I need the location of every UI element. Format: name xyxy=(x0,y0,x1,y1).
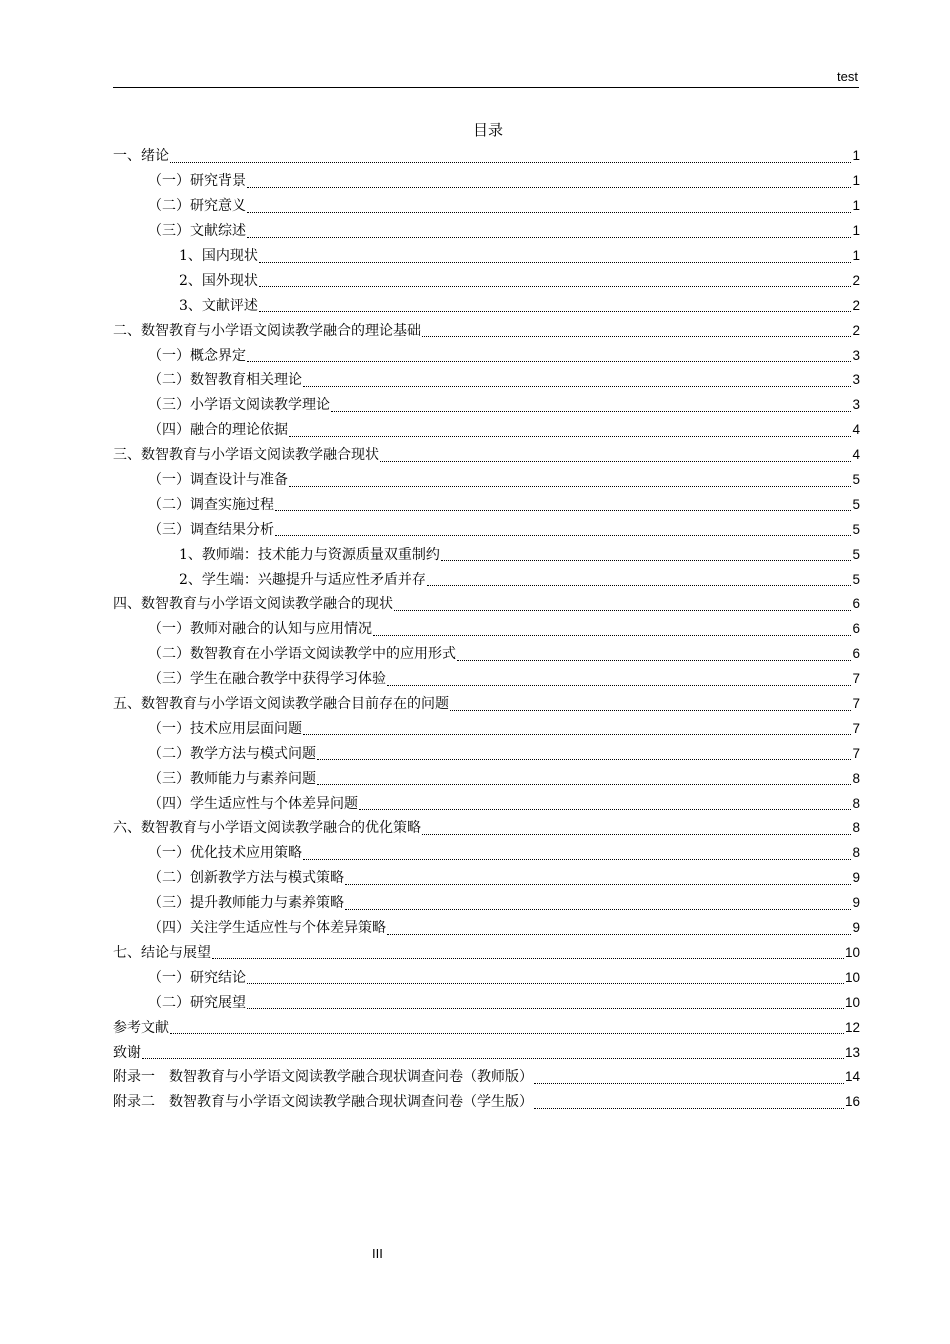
toc-entry-label: （三）教师能力与素养问题 xyxy=(148,770,316,787)
toc-dot-leader xyxy=(331,411,851,412)
toc-entry-page-number: 3 xyxy=(852,397,860,413)
toc-entry-label: （四）融合的理论依据 xyxy=(148,422,288,439)
toc-entry-label: （三）提升教师能力与素养策略 xyxy=(148,895,344,912)
toc-entry-page-number: 4 xyxy=(852,422,860,438)
toc-dot-leader xyxy=(394,610,851,611)
toc-entry-label: 附录一 数智教育与小学语文阅读教学融合现状调查问卷（教师版） xyxy=(113,1069,533,1086)
toc-dot-leader xyxy=(170,1033,844,1034)
toc-entry-page-number: 16 xyxy=(844,1094,860,1110)
toc-entry-label: （四）关注学生适应性与个体差异策略 xyxy=(148,920,386,937)
toc-entry-label: 三、数智教育与小学语文阅读教学融合现状 xyxy=(113,447,379,464)
toc-entry-label: 二、数智教育与小学语文阅读教学融合的理论基础 xyxy=(113,322,421,339)
toc-entry[interactable] xyxy=(113,692,860,717)
toc-dot-leader xyxy=(380,461,851,462)
toc-entry-page-number: 8 xyxy=(852,820,860,836)
toc-dot-leader xyxy=(457,660,851,661)
toc-entry-page-number: 3 xyxy=(852,347,860,363)
toc-entry-label: （一）概念界定 xyxy=(148,347,246,364)
toc-entry[interactable] xyxy=(113,891,860,916)
toc-entry-page-number: 7 xyxy=(852,671,860,687)
toc-entry-page-number: 5 xyxy=(852,472,860,488)
toc-dot-leader xyxy=(303,734,851,735)
toc-entry[interactable] xyxy=(113,219,860,244)
toc-entry[interactable] xyxy=(113,517,860,542)
toc-entry-page-number: 5 xyxy=(852,546,860,562)
toc-dot-leader xyxy=(170,162,851,163)
toc-entry[interactable] xyxy=(113,368,860,393)
toc-entry-page-number: 5 xyxy=(852,496,860,512)
toc-entry-label: （三）调查结果分析 xyxy=(148,521,274,538)
toc-entry-label: 2、国外现状 xyxy=(179,272,258,289)
toc-entry-page-number: 1 xyxy=(852,148,860,164)
toc-dot-leader xyxy=(359,809,851,810)
toc-entry-page-number: 7 xyxy=(852,720,860,736)
toc-dot-leader xyxy=(259,311,852,312)
toc-entry-label: 2、学生端：兴趣提升与适应性矛盾并存 xyxy=(179,571,426,588)
footer-page-number: III xyxy=(372,1246,383,1261)
toc-entry-label: 一、绪论 xyxy=(113,148,169,165)
toc-entry-page-number: 6 xyxy=(852,621,860,637)
toc-entry[interactable] xyxy=(113,268,860,293)
toc-entry-page-number: 5 xyxy=(852,571,860,587)
toc-entry[interactable] xyxy=(113,741,860,766)
toc-entry[interactable] xyxy=(113,468,860,493)
toc-entry[interactable] xyxy=(113,194,860,219)
toc-entry-label: 六、数智教育与小学语文阅读教学融合的优化策略 xyxy=(113,820,421,837)
toc-dot-leader xyxy=(259,262,852,263)
toc-entry[interactable] xyxy=(113,318,860,343)
toc-entry-label: 四、数智教育与小学语文阅读教学融合的现状 xyxy=(113,596,393,613)
toc-entry[interactable] xyxy=(113,244,860,269)
toc-entry-page-number: 8 xyxy=(852,795,860,811)
toc-entry-label: （二）教学方法与模式问题 xyxy=(148,745,316,762)
toc-entry-label: （一）研究背景 xyxy=(148,173,246,190)
toc-entry-label: 五、数智教育与小学语文阅读教学融合目前存在的问题 xyxy=(113,696,449,713)
toc-dot-leader xyxy=(259,286,852,287)
toc-entry-label: 七、结论与展望 xyxy=(113,944,211,961)
toc-entry[interactable] xyxy=(113,916,860,941)
toc-entry[interactable] xyxy=(113,716,860,741)
toc-entry-label: （一）优化技术应用策略 xyxy=(148,845,302,862)
toc-entry-label: 1、教师端：技术能力与资源质量双重制约 xyxy=(179,546,440,563)
toc-entry-label: （一）技术应用层面问题 xyxy=(148,720,302,737)
toc-dot-leader xyxy=(534,1083,844,1084)
toc-entry[interactable] xyxy=(113,990,860,1015)
toc-dot-leader xyxy=(247,187,851,188)
toc-dot-leader xyxy=(387,685,851,686)
toc-entry-page-number: 8 xyxy=(852,770,860,786)
toc-entry-label: （二）调查实施过程 xyxy=(148,496,274,513)
toc-dot-leader xyxy=(289,486,851,487)
toc-dot-leader xyxy=(275,510,851,511)
toc-entry[interactable] xyxy=(113,169,860,194)
toc-entry-label: （二）数智教育在小学语文阅读教学中的应用形式 xyxy=(148,646,456,663)
toc-entry-page-number: 6 xyxy=(852,596,860,612)
toc-entry[interactable] xyxy=(113,343,860,368)
toc-entry-page-number: 5 xyxy=(852,521,860,537)
toc-entry[interactable] xyxy=(113,393,860,418)
toc-entry-label: 参考文献 xyxy=(113,1019,169,1036)
toc-entry-page-number: 13 xyxy=(844,1044,860,1060)
toc-entry-page-number: 9 xyxy=(852,920,860,936)
toc-entry-page-number: 14 xyxy=(844,1069,860,1085)
toc-entry[interactable] xyxy=(113,418,860,443)
toc-entry[interactable] xyxy=(113,965,860,990)
toc-dot-leader xyxy=(142,1058,844,1059)
toc-entry-page-number: 4 xyxy=(852,447,860,463)
toc-dot-leader xyxy=(373,635,851,636)
toc-dot-leader xyxy=(317,759,851,760)
toc-entry-page-number: 10 xyxy=(844,944,860,960)
toc-dot-leader xyxy=(247,1008,844,1009)
toc-entry[interactable] xyxy=(113,293,860,318)
toc-entry-label: （三）文献综述 xyxy=(148,223,246,240)
toc-dot-leader xyxy=(247,237,851,238)
toc-entry-page-number: 9 xyxy=(852,895,860,911)
toc-entry-label: （二）研究展望 xyxy=(148,994,246,1011)
toc-entry[interactable] xyxy=(113,866,860,891)
toc-entry-label: 致谢 xyxy=(113,1044,141,1061)
toc-dot-leader xyxy=(247,212,851,213)
toc-entry[interactable] xyxy=(113,791,860,816)
toc-entry-label: 1、国内现状 xyxy=(179,248,258,264)
toc-entry-page-number: 6 xyxy=(852,646,860,662)
toc-entry-page-number: 7 xyxy=(852,745,860,761)
toc-entry[interactable] xyxy=(113,567,860,592)
toc-entry[interactable] xyxy=(113,941,860,966)
toc-entry[interactable] xyxy=(113,443,860,468)
toc-entry[interactable] xyxy=(113,1015,860,1040)
toc-entry[interactable] xyxy=(113,766,860,791)
toc-dot-leader xyxy=(450,710,851,711)
toc-entry-page-number: 2 xyxy=(852,297,860,313)
toc-entry-label: （一）教师对融合的认知与应用情况 xyxy=(148,621,372,638)
toc-entry-label: （一）研究结论 xyxy=(148,969,246,986)
toc-dot-leader xyxy=(289,436,851,437)
toc-dot-leader xyxy=(303,859,851,860)
toc-entry-page-number: 12 xyxy=(844,1019,860,1035)
toc-dot-leader xyxy=(303,386,851,387)
toc-entry[interactable] xyxy=(113,1040,860,1065)
toc-dot-leader xyxy=(427,585,852,586)
toc-entry-page-number: 1 xyxy=(852,223,860,239)
toc-entry-page-number: 7 xyxy=(852,696,860,712)
toc-entry-page-number: 10 xyxy=(844,994,860,1010)
toc-title: 目录 xyxy=(472,121,503,139)
toc-entry-label: （三）小学语文阅读教学理论 xyxy=(148,397,330,414)
toc-entry[interactable] xyxy=(113,592,860,617)
toc-entry-page-number: 1 xyxy=(852,173,860,189)
toc-entry-label: （二）创新教学方法与模式策略 xyxy=(148,870,344,887)
toc-dot-leader xyxy=(247,983,844,984)
toc-dot-leader xyxy=(212,958,844,959)
toc-entry[interactable] xyxy=(113,841,860,866)
toc-entry[interactable] xyxy=(113,492,860,517)
toc-entry-page-number: 10 xyxy=(844,969,860,985)
toc-dot-leader xyxy=(422,834,851,835)
toc-dot-leader xyxy=(247,361,851,362)
toc-entry[interactable] xyxy=(113,816,860,841)
toc-entry[interactable] xyxy=(113,1090,860,1115)
toc-entry[interactable] xyxy=(113,642,860,667)
toc-entry[interactable] xyxy=(113,1065,860,1090)
toc-list xyxy=(113,144,860,1115)
toc-entry-label: 3、文献评述 xyxy=(179,297,258,314)
toc-entry-label: （二）研究意义 xyxy=(148,198,246,215)
toc-dot-leader xyxy=(387,934,851,935)
toc-dot-leader xyxy=(422,336,851,337)
page-header-text: test xyxy=(837,69,858,84)
toc-entry[interactable] xyxy=(113,617,860,642)
header-rule xyxy=(113,87,859,88)
toc-entry-label: （四）学生适应性与个体差异问题 xyxy=(148,795,358,812)
toc-dot-leader xyxy=(345,884,851,885)
toc-dot-leader xyxy=(317,784,851,785)
toc-dot-leader xyxy=(345,909,851,910)
toc-entry-label: 附录二 数智教育与小学语文阅读教学融合现状调查问卷（学生版） xyxy=(113,1094,533,1111)
toc-entry-page-number: 1 xyxy=(852,198,860,214)
toc-dot-leader xyxy=(275,535,851,536)
toc-entry-page-number: 8 xyxy=(852,845,860,861)
toc-entry-label: （二）数智教育相关理论 xyxy=(148,372,302,389)
toc-entry-label: （三）学生在融合教学中获得学习体验 xyxy=(148,671,386,688)
toc-entry-page-number: 9 xyxy=(852,870,860,886)
toc-entry[interactable] xyxy=(113,144,860,169)
toc-dot-leader xyxy=(534,1108,844,1109)
toc-entry-label: （一）调查设计与准备 xyxy=(148,472,288,489)
toc-entry[interactable] xyxy=(113,667,860,692)
toc-entry-page-number: 3 xyxy=(852,372,860,388)
toc-entry-page-number: 2 xyxy=(852,272,860,288)
toc-entry-page-number: 1 xyxy=(852,248,860,263)
toc-entry[interactable] xyxy=(113,542,860,567)
toc-dot-leader xyxy=(441,560,852,561)
toc-entry-page-number: 2 xyxy=(852,322,860,338)
